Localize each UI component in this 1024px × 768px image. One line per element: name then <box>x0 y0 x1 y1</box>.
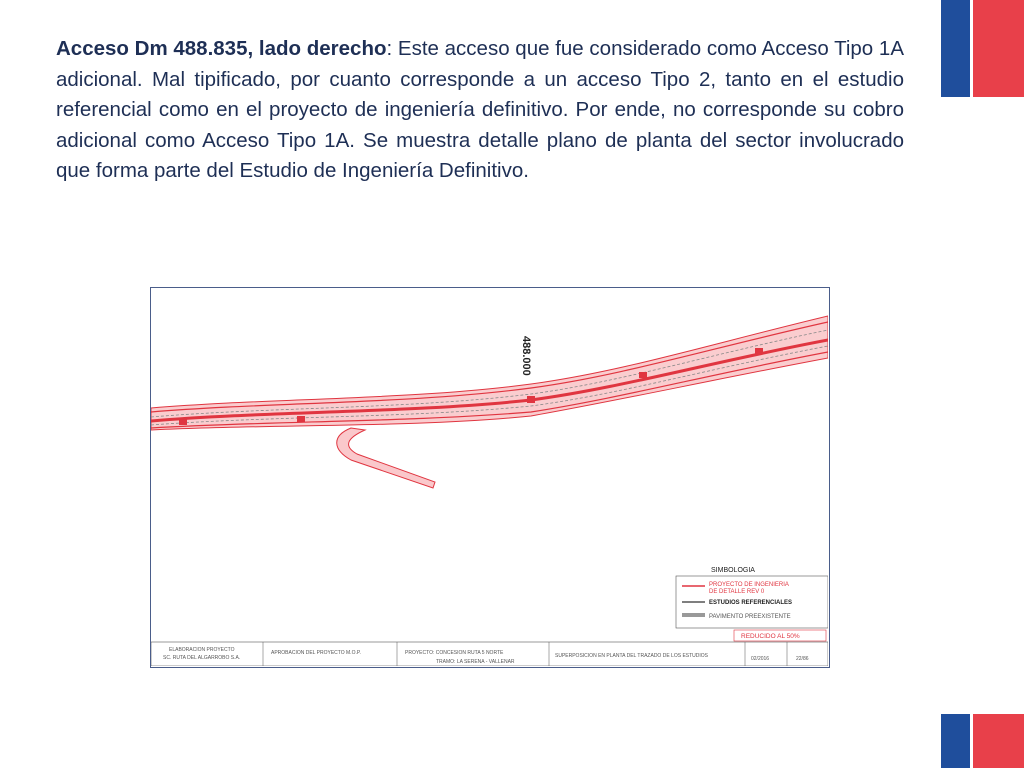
legend-item-1-line-2: DE DETALLE REV 0 <box>709 589 765 595</box>
engineering-plan-figure <box>150 287 830 668</box>
title-block-cell-2: APROBACION DEL PROYECTO M.O.P. <box>271 650 361 656</box>
title-block-cell-1-line-2: SC. RUTA DEL ALGARROBO S.A. <box>163 655 241 661</box>
legend-item-3: PAVIMENTO PREEXISTENTE <box>709 614 791 620</box>
title-block-cell-3-line-1: PROYECTO: CONCESION RUTA 5 NORTE <box>405 650 504 656</box>
paragraph-body: : Este acceso que fue considerado como Acceso Tipo 1A adicional. Mal tipificado, por cuanto corresponde a un acceso Tipo 2, tanto en el estudio referencial como en el proyecto de ingeniería definitivo. Por ende, no corresponde su cobro adicional como Acceso Tipo 1A. Se muestra detalle plano de planta del sector involucrado que forma parte del Estudio de Ingeniería Definitivo. <box>56 37 904 182</box>
flag-red-stripe <box>973 0 1024 97</box>
flag-blue-stripe <box>941 714 973 768</box>
legend <box>676 567 828 641</box>
flag-decoration-bottom <box>941 714 1024 768</box>
legend-swatch-grey <box>682 613 705 617</box>
station-marker <box>297 416 305 422</box>
station-label: 488.000 <box>520 336 532 376</box>
title-block-cell-3-line-2: TRAMO: LA SERENA - VALLENAR <box>436 659 515 665</box>
flag-blue-stripe <box>941 0 973 97</box>
scale-note: REDUCIDO AL 50% <box>741 633 800 640</box>
station-marker <box>755 348 763 354</box>
legend-title: SIMBOLOGIA <box>711 567 755 574</box>
paragraph-lead: Acceso Dm 488.835, lado derecho <box>56 37 387 60</box>
title-block <box>151 642 828 666</box>
station-marker <box>639 372 647 378</box>
slide-paragraph <box>56 34 904 187</box>
flag-red-stripe <box>973 714 1024 768</box>
road-plan-drawing <box>151 288 828 666</box>
title-block-sheet: 22/86 <box>796 656 809 662</box>
title-block-cell-1-line-1: ELABORACION PROYECTO <box>169 647 235 653</box>
legend-item-2: ESTUDIOS REFERENCIALES <box>709 600 793 606</box>
title-block-date: 02/2016 <box>751 656 770 662</box>
station-marker <box>179 419 187 425</box>
station-marker <box>527 396 535 403</box>
access-ramp <box>337 428 435 488</box>
title-block-cell-4: SUPERPOSICION EN PLANTA DEL TRAZADO DE LOS ESTUDIOS <box>555 653 708 659</box>
flag-decoration-top <box>941 0 1024 97</box>
legend-item-1-line-1: PROYECTO DE INGENIERIA <box>709 582 789 588</box>
